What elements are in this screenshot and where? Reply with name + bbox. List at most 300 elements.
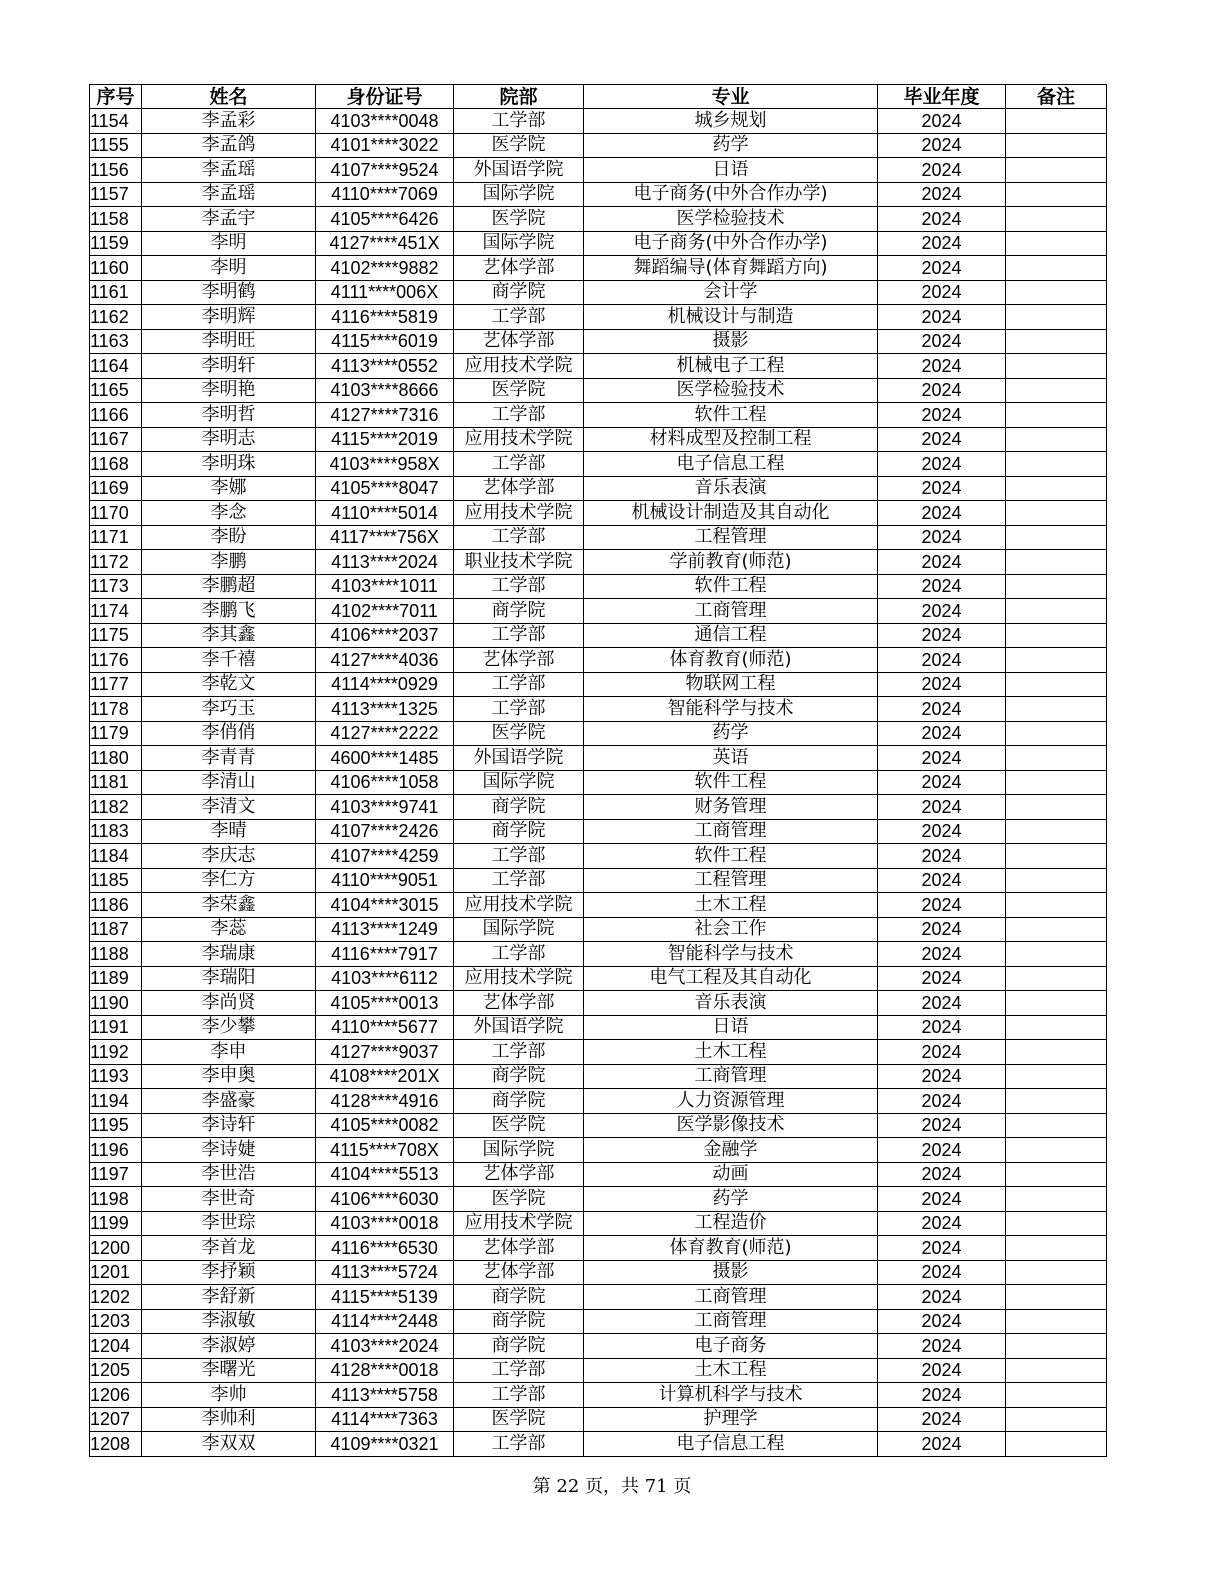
table-row: [90, 1407, 1107, 1432]
cell-id-number: 4103****2024: [316, 1334, 454, 1359]
cell-id-number: 4111****006X: [316, 280, 454, 305]
cell-remarks: [1006, 476, 1107, 501]
cell-department: 医学院: [454, 1187, 584, 1212]
cell-department: 艺体学部: [454, 256, 584, 281]
cell-id-number: 4103****958X: [316, 452, 454, 477]
cell-seq: 1177: [90, 672, 142, 697]
table-row: [90, 697, 1107, 722]
cell-seq: 1157: [90, 182, 142, 207]
cell-major: 社会工作: [584, 917, 878, 942]
cell-remarks: [1006, 599, 1107, 624]
cell-seq: 1158: [90, 207, 142, 232]
cell-seq: 1178: [90, 697, 142, 722]
cell-major: 通信工程: [584, 623, 878, 648]
cell-remarks: [1006, 329, 1107, 354]
cell-name: 李孟瑶: [142, 182, 316, 207]
table-row: [90, 403, 1107, 428]
cell-seq: 1198: [90, 1187, 142, 1212]
cell-department: 应用技术学院: [454, 1211, 584, 1236]
cell-id-number: 4127****7316: [316, 403, 454, 428]
cell-seq: 1172: [90, 550, 142, 575]
cell-remarks: [1006, 893, 1107, 918]
header-major: 专业: [584, 85, 878, 109]
cell-seq: 1154: [90, 109, 142, 134]
cell-id-number: 4103****8666: [316, 378, 454, 403]
cell-name: 李俏俏: [142, 721, 316, 746]
table-row: [90, 1162, 1107, 1187]
cell-name: 李明: [142, 256, 316, 281]
cell-remarks: [1006, 256, 1107, 281]
cell-remarks: [1006, 1113, 1107, 1138]
cell-major: 金融学: [584, 1138, 878, 1163]
cell-department: 医学院: [454, 378, 584, 403]
cell-grad-year: 2024: [878, 746, 1006, 771]
cell-major: 英语: [584, 746, 878, 771]
cell-department: 商学院: [454, 795, 584, 820]
cell-grad-year: 2024: [878, 1064, 1006, 1089]
table-row: [90, 109, 1107, 134]
cell-id-number: 4127****2222: [316, 721, 454, 746]
cell-department: 国际学院: [454, 917, 584, 942]
cell-grad-year: 2024: [878, 1309, 1006, 1334]
cell-department: 工学部: [454, 868, 584, 893]
cell-grad-year: 2024: [878, 1113, 1006, 1138]
cell-major: 药学: [584, 1187, 878, 1212]
cell-seq: 1204: [90, 1334, 142, 1359]
table-row: [90, 1383, 1107, 1408]
cell-seq: 1175: [90, 623, 142, 648]
table-row: [90, 378, 1107, 403]
header-department: 院部: [454, 85, 584, 109]
cell-name: 李明珠: [142, 452, 316, 477]
cell-grad-year: 2024: [878, 697, 1006, 722]
cell-department: 国际学院: [454, 770, 584, 795]
cell-id-number: 4104****5513: [316, 1162, 454, 1187]
cell-department: 工学部: [454, 697, 584, 722]
cell-grad-year: 2024: [878, 231, 1006, 256]
table-row: [90, 1040, 1107, 1065]
cell-id-number: 4106****6030: [316, 1187, 454, 1212]
cell-major: 工商管理: [584, 599, 878, 624]
cell-remarks: [1006, 1383, 1107, 1408]
cell-department: 应用技术学院: [454, 427, 584, 452]
header-remarks: 备注: [1006, 85, 1107, 109]
cell-remarks: [1006, 1260, 1107, 1285]
cell-major: 电子信息工程: [584, 452, 878, 477]
cell-seq: 1170: [90, 501, 142, 526]
cell-seq: 1182: [90, 795, 142, 820]
cell-major: 学前教育(师范): [584, 550, 878, 575]
cell-department: 商学院: [454, 1334, 584, 1359]
cell-remarks: [1006, 1309, 1107, 1334]
cell-major: 体育教育(师范): [584, 1236, 878, 1261]
cell-id-number: 4116****7917: [316, 942, 454, 967]
table-row: [90, 354, 1107, 379]
cell-department: 工学部: [454, 305, 584, 330]
cell-seq: 1190: [90, 991, 142, 1016]
cell-seq: 1196: [90, 1138, 142, 1163]
cell-seq: 1166: [90, 403, 142, 428]
cell-department: 医学院: [454, 1407, 584, 1432]
table-row: [90, 1211, 1107, 1236]
cell-name: 李鹏超: [142, 574, 316, 599]
cell-department: 外国语学院: [454, 746, 584, 771]
cell-major: 城乡规划: [584, 109, 878, 134]
cell-name: 李娜: [142, 476, 316, 501]
cell-name: 李仁方: [142, 868, 316, 893]
cell-grad-year: 2024: [878, 819, 1006, 844]
cell-seq: 1181: [90, 770, 142, 795]
cell-name: 李念: [142, 501, 316, 526]
cell-id-number: 4106****2037: [316, 623, 454, 648]
table-row: [90, 1334, 1107, 1359]
cell-major: 土木工程: [584, 1040, 878, 1065]
cell-remarks: [1006, 1211, 1107, 1236]
cell-remarks: [1006, 942, 1107, 967]
cell-seq: 1188: [90, 942, 142, 967]
cell-seq: 1164: [90, 354, 142, 379]
cell-remarks: [1006, 280, 1107, 305]
cell-name: 李瑞康: [142, 942, 316, 967]
cell-grad-year: 2024: [878, 354, 1006, 379]
cell-name: 李申: [142, 1040, 316, 1065]
cell-department: 职业技术学院: [454, 550, 584, 575]
cell-department: 工学部: [454, 452, 584, 477]
cell-major: 软件工程: [584, 844, 878, 869]
cell-remarks: [1006, 207, 1107, 232]
cell-department: 国际学院: [454, 1138, 584, 1163]
cell-major: 软件工程: [584, 403, 878, 428]
cell-department: 应用技术学院: [454, 893, 584, 918]
cell-department: 工学部: [454, 1432, 584, 1457]
cell-grad-year: 2024: [878, 1162, 1006, 1187]
table-row: [90, 819, 1107, 844]
cell-major: 日语: [584, 158, 878, 183]
cell-remarks: [1006, 795, 1107, 820]
cell-seq: 1167: [90, 427, 142, 452]
cell-name: 李明: [142, 231, 316, 256]
cell-grad-year: 2024: [878, 966, 1006, 991]
cell-remarks: [1006, 697, 1107, 722]
cell-name: 李帅利: [142, 1407, 316, 1432]
cell-id-number: 4104****3015: [316, 893, 454, 918]
cell-seq: 1203: [90, 1309, 142, 1334]
cell-id-number: 4110****9051: [316, 868, 454, 893]
cell-grad-year: 2024: [878, 1015, 1006, 1040]
table-row: [90, 329, 1107, 354]
cell-remarks: [1006, 1064, 1107, 1089]
cell-id-number: 4105****6426: [316, 207, 454, 232]
cell-id-number: 4103****6112: [316, 966, 454, 991]
table-row: [90, 991, 1107, 1016]
table-row: [90, 868, 1107, 893]
cell-seq: 1197: [90, 1162, 142, 1187]
cell-name: 李乾文: [142, 672, 316, 697]
cell-department: 艺体学部: [454, 1260, 584, 1285]
cell-remarks: [1006, 844, 1107, 869]
table-row: [90, 501, 1107, 526]
cell-grad-year: 2024: [878, 574, 1006, 599]
cell-id-number: 4110****5677: [316, 1015, 454, 1040]
cell-id-number: 4105****0082: [316, 1113, 454, 1138]
cell-grad-year: 2024: [878, 868, 1006, 893]
cell-grad-year: 2024: [878, 329, 1006, 354]
cell-id-number: 4114****0929: [316, 672, 454, 697]
cell-name: 李抒颖: [142, 1260, 316, 1285]
cell-id-number: 4128****4916: [316, 1089, 454, 1114]
cell-seq: 1180: [90, 746, 142, 771]
cell-name: 李明艳: [142, 378, 316, 403]
cell-name: 李孟宇: [142, 207, 316, 232]
table-row: [90, 1113, 1107, 1138]
table-row: [90, 182, 1107, 207]
cell-name: 李申奥: [142, 1064, 316, 1089]
table-row: [90, 550, 1107, 575]
cell-grad-year: 2024: [878, 623, 1006, 648]
cell-remarks: [1006, 1015, 1107, 1040]
table-row: [90, 1236, 1107, 1261]
cell-major: 物联网工程: [584, 672, 878, 697]
header-name: 姓名: [142, 85, 316, 109]
cell-department: 外国语学院: [454, 158, 584, 183]
cell-id-number: 4115****708X: [316, 1138, 454, 1163]
cell-name: 李世琮: [142, 1211, 316, 1236]
cell-remarks: [1006, 1358, 1107, 1383]
cell-name: 李孟鸽: [142, 133, 316, 158]
cell-name: 李其鑫: [142, 623, 316, 648]
cell-remarks: [1006, 525, 1107, 550]
cell-major: 机械设计制造及其自动化: [584, 501, 878, 526]
cell-grad-year: 2024: [878, 403, 1006, 428]
cell-seq: 1183: [90, 819, 142, 844]
cell-id-number: 4101****3022: [316, 133, 454, 158]
cell-major: 电子商务(中外合作办学): [584, 231, 878, 256]
cell-major: 机械设计与制造: [584, 305, 878, 330]
cell-name: 李千禧: [142, 648, 316, 673]
cell-major: 工商管理: [584, 1064, 878, 1089]
cell-id-number: 4102****7011: [316, 599, 454, 624]
cell-seq: 1201: [90, 1260, 142, 1285]
table-row: [90, 452, 1107, 477]
cell-name: 李孟瑶: [142, 158, 316, 183]
cell-id-number: 4117****756X: [316, 525, 454, 550]
cell-seq: 1207: [90, 1407, 142, 1432]
cell-seq: 1208: [90, 1432, 142, 1457]
cell-id-number: 4600****1485: [316, 746, 454, 771]
cell-remarks: [1006, 1162, 1107, 1187]
cell-id-number: 4115****5139: [316, 1285, 454, 1310]
cell-remarks: [1006, 819, 1107, 844]
cell-major: 智能科学与技术: [584, 697, 878, 722]
cell-id-number: 4107****4259: [316, 844, 454, 869]
cell-name: 李明旺: [142, 329, 316, 354]
cell-major: 土木工程: [584, 1358, 878, 1383]
cell-major: 动画: [584, 1162, 878, 1187]
cell-major: 工商管理: [584, 1285, 878, 1310]
cell-remarks: [1006, 721, 1107, 746]
cell-major: 工程造价: [584, 1211, 878, 1236]
table-row: [90, 574, 1107, 599]
cell-id-number: 4109****0321: [316, 1432, 454, 1457]
cell-name: 李孟彩: [142, 109, 316, 134]
cell-id-number: 4110****7069: [316, 182, 454, 207]
cell-grad-year: 2024: [878, 1211, 1006, 1236]
cell-grad-year: 2024: [878, 1040, 1006, 1065]
table-row: [90, 1432, 1107, 1457]
cell-remarks: [1006, 1138, 1107, 1163]
cell-remarks: [1006, 991, 1107, 1016]
cell-major: 工程管理: [584, 525, 878, 550]
cell-grad-year: 2024: [878, 1334, 1006, 1359]
cell-seq: 1185: [90, 868, 142, 893]
cell-seq: 1202: [90, 1285, 142, 1310]
cell-remarks: [1006, 1040, 1107, 1065]
cell-grad-year: 2024: [878, 256, 1006, 281]
cell-grad-year: 2024: [878, 844, 1006, 869]
cell-major: 土木工程: [584, 893, 878, 918]
cell-department: 工学部: [454, 403, 584, 428]
cell-major: 软件工程: [584, 574, 878, 599]
cell-id-number: 4113****1325: [316, 697, 454, 722]
cell-name: 李明鹤: [142, 280, 316, 305]
cell-department: 商学院: [454, 599, 584, 624]
cell-major: 体育教育(师范): [584, 648, 878, 673]
cell-id-number: 4113****2024: [316, 550, 454, 575]
table-row: [90, 648, 1107, 673]
cell-department: 商学院: [454, 1089, 584, 1114]
cell-department: 商学院: [454, 1064, 584, 1089]
cell-seq: 1184: [90, 844, 142, 869]
cell-name: 李世奇: [142, 1187, 316, 1212]
cell-major: 材料成型及控制工程: [584, 427, 878, 452]
cell-name: 李尚贤: [142, 991, 316, 1016]
cell-id-number: 4102****9882: [316, 256, 454, 281]
cell-seq: 1192: [90, 1040, 142, 1065]
cell-grad-year: 2024: [878, 648, 1006, 673]
cell-major: 人力资源管理: [584, 1089, 878, 1114]
cell-major: 智能科学与技术: [584, 942, 878, 967]
cell-major: 护理学: [584, 1407, 878, 1432]
cell-major: 工商管理: [584, 1309, 878, 1334]
cell-major: 摄影: [584, 329, 878, 354]
cell-seq: 1165: [90, 378, 142, 403]
cell-id-number: 4108****201X: [316, 1064, 454, 1089]
cell-remarks: [1006, 1236, 1107, 1261]
cell-name: 李明辉: [142, 305, 316, 330]
cell-seq: 1176: [90, 648, 142, 673]
table-row: [90, 917, 1107, 942]
cell-department: 外国语学院: [454, 1015, 584, 1040]
cell-department: 工学部: [454, 942, 584, 967]
cell-id-number: 4107****9524: [316, 158, 454, 183]
cell-seq: 1206: [90, 1383, 142, 1408]
cell-seq: 1160: [90, 256, 142, 281]
cell-id-number: 4115****6019: [316, 329, 454, 354]
cell-grad-year: 2024: [878, 1383, 1006, 1408]
cell-department: 商学院: [454, 1285, 584, 1310]
cell-major: 摄影: [584, 1260, 878, 1285]
cell-department: 艺体学部: [454, 476, 584, 501]
cell-department: 医学院: [454, 721, 584, 746]
cell-name: 李舒新: [142, 1285, 316, 1310]
cell-grad-year: 2024: [878, 599, 1006, 624]
cell-seq: 1191: [90, 1015, 142, 1040]
cell-seq: 1174: [90, 599, 142, 624]
cell-id-number: 4103****1011: [316, 574, 454, 599]
cell-name: 李盛豪: [142, 1089, 316, 1114]
cell-id-number: 4103****0048: [316, 109, 454, 134]
table-row: [90, 525, 1107, 550]
table-row: [90, 1138, 1107, 1163]
cell-remarks: [1006, 231, 1107, 256]
cell-grad-year: 2024: [878, 770, 1006, 795]
cell-remarks: [1006, 574, 1107, 599]
cell-id-number: 4103****0018: [316, 1211, 454, 1236]
cell-name: 李淑婷: [142, 1334, 316, 1359]
cell-department: 工学部: [454, 672, 584, 697]
table-body: [90, 109, 1107, 1457]
cell-department: 工学部: [454, 844, 584, 869]
cell-grad-year: 2024: [878, 1187, 1006, 1212]
cell-id-number: 4107****2426: [316, 819, 454, 844]
cell-grad-year: 2024: [878, 452, 1006, 477]
cell-remarks: [1006, 1187, 1107, 1212]
cell-id-number: 4127****451X: [316, 231, 454, 256]
cell-major: 药学: [584, 133, 878, 158]
cell-department: 国际学院: [454, 182, 584, 207]
cell-id-number: 4106****1058: [316, 770, 454, 795]
cell-remarks: [1006, 305, 1107, 330]
cell-name: 李瑞阳: [142, 966, 316, 991]
cell-major: 音乐表演: [584, 991, 878, 1016]
cell-remarks: [1006, 672, 1107, 697]
table-row: [90, 770, 1107, 795]
cell-seq: 1173: [90, 574, 142, 599]
table-row: [90, 256, 1107, 281]
cell-remarks: [1006, 1089, 1107, 1114]
cell-remarks: [1006, 966, 1107, 991]
cell-seq: 1199: [90, 1211, 142, 1236]
cell-department: 商学院: [454, 1309, 584, 1334]
cell-major: 电气工程及其自动化: [584, 966, 878, 991]
cell-department: 医学院: [454, 1113, 584, 1138]
cell-seq: 1168: [90, 452, 142, 477]
cell-grad-year: 2024: [878, 1432, 1006, 1457]
cell-id-number: 4127****9037: [316, 1040, 454, 1065]
cell-major: 电子商务: [584, 1334, 878, 1359]
cell-grad-year: 2024: [878, 991, 1006, 1016]
cell-id-number: 4127****4036: [316, 648, 454, 673]
cell-remarks: [1006, 746, 1107, 771]
cell-name: 李鹏: [142, 550, 316, 575]
cell-id-number: 4128****0018: [316, 1358, 454, 1383]
table-row: [90, 1064, 1107, 1089]
cell-name: 李鹏飞: [142, 599, 316, 624]
cell-id-number: 4110****5014: [316, 501, 454, 526]
table-row: [90, 207, 1107, 232]
cell-name: 李庆志: [142, 844, 316, 869]
cell-name: 李诗婕: [142, 1138, 316, 1163]
cell-seq: 1195: [90, 1113, 142, 1138]
table-row: [90, 746, 1107, 771]
cell-name: 李晴: [142, 819, 316, 844]
cell-id-number: 4105****0013: [316, 991, 454, 1016]
cell-id-number: 4116****5819: [316, 305, 454, 330]
cell-major: 财务管理: [584, 795, 878, 820]
cell-seq: 1155: [90, 133, 142, 158]
cell-grad-year: 2024: [878, 1285, 1006, 1310]
cell-major: 电子商务(中外合作办学): [584, 182, 878, 207]
